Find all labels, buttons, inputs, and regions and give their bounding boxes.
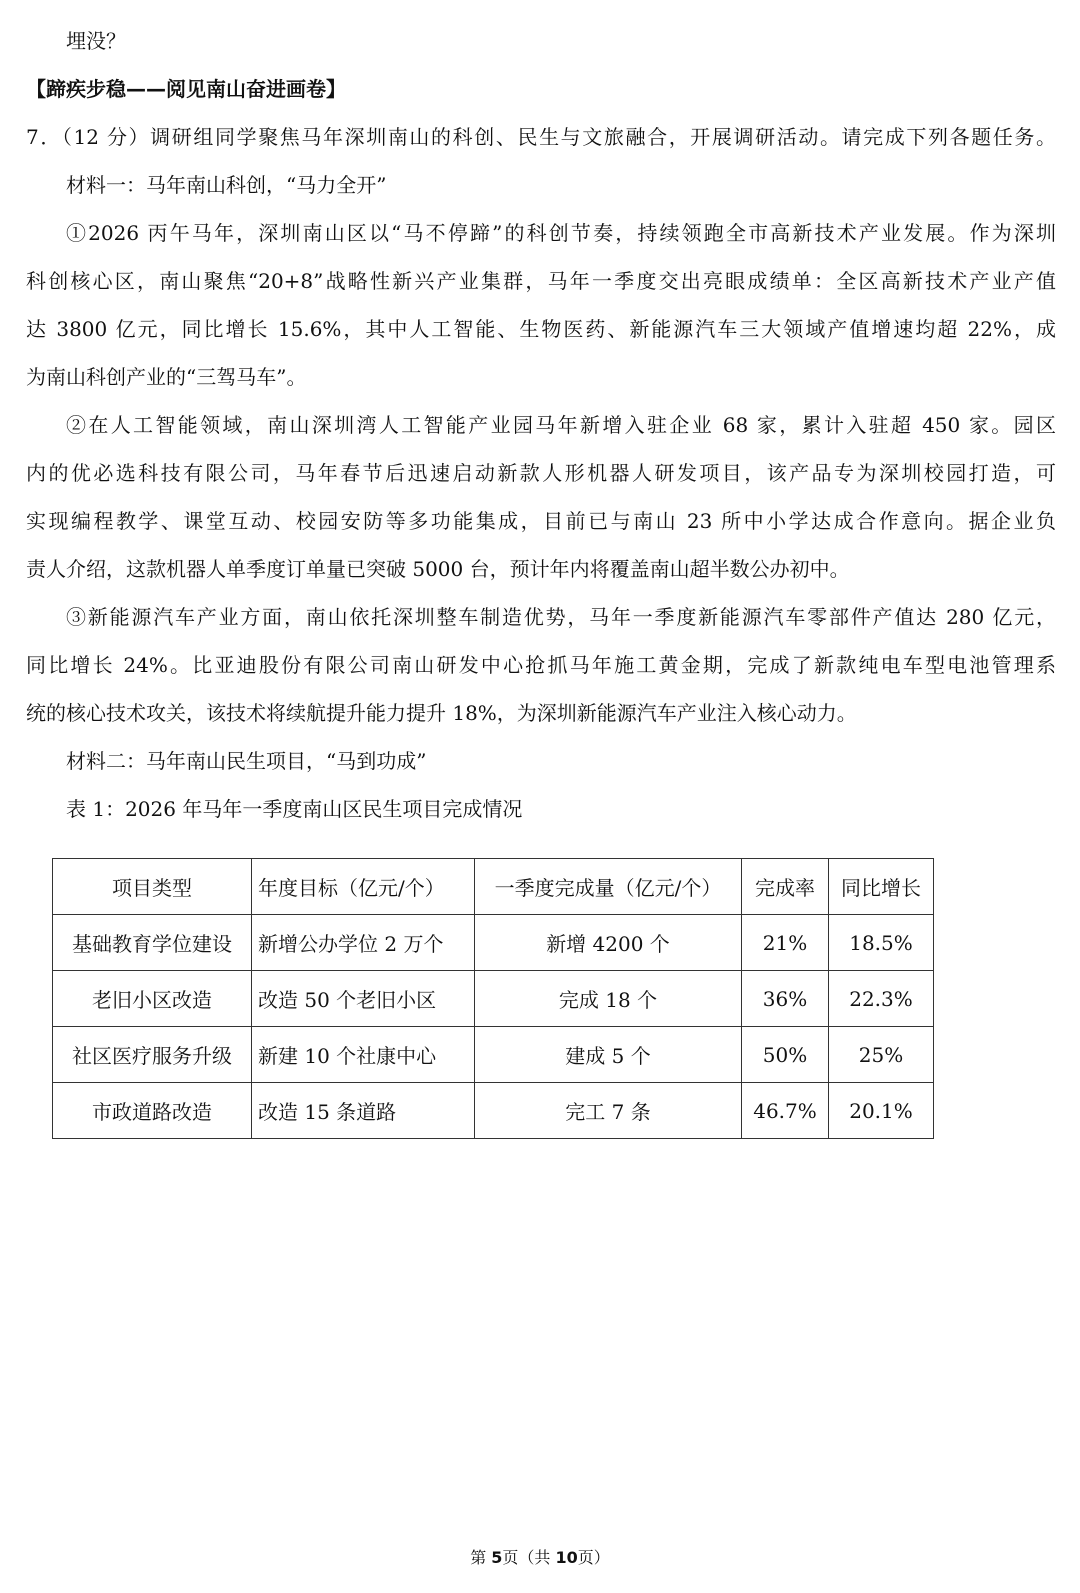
table-row	[53, 1027, 934, 1083]
header-yoy-growth: 同比增长	[829, 859, 934, 915]
question-stem: 7．（12 分）调研组同学聚焦马年深圳南山的科创、民生与文旅融合，开展调研活动。请完成下列各题任务。	[26, 125, 1056, 149]
paragraph-1-line-4: 为南山科创产业的“三驾马车”。	[26, 365, 307, 389]
cell-q1-completion: 新增 4200 个	[475, 915, 742, 971]
cell-q1-completion: 完成 18 个	[475, 971, 742, 1027]
text-line-continuation: 埋没？	[66, 29, 126, 53]
table-caption: 表 1：2026 年马年一季度南山区民生项目完成情况	[66, 797, 523, 821]
paragraph-3-line-1: ③新能源汽车产业方面，南山依托深圳整车制造优势，马年一季度新能源汽车零部件产值达 280 亿元，	[66, 605, 1056, 629]
header-project-type: 项目类型	[53, 859, 252, 915]
footer-middle: 页（共	[502, 1548, 556, 1567]
paragraph-2-line-3: 实现编程教学、课堂互动、校园安防等多功能集成，目前已与南山 23 所中小学达成合作意向。据企业负	[26, 509, 1056, 533]
cell-yoy-growth: 25%	[829, 1027, 934, 1083]
footer-total-pages: 10	[555, 1548, 578, 1567]
cell-project-type: 市政道路改造	[53, 1083, 252, 1139]
cell-yoy-growth: 20.1%	[829, 1083, 934, 1139]
cell-completion-rate: 50%	[742, 1027, 829, 1083]
cell-project-type: 社区医疗服务升级	[53, 1027, 252, 1083]
table-row	[53, 915, 934, 971]
footer-suffix: 页）	[577, 1548, 610, 1567]
cell-annual-target: 改造 15 条道路	[252, 1083, 475, 1139]
cell-yoy-growth: 18.5%	[829, 915, 934, 971]
footer-page-number: 5	[491, 1548, 503, 1567]
cell-completion-rate: 36%	[742, 971, 829, 1027]
cell-annual-target: 新增公办学位 2 万个	[252, 915, 475, 971]
material-one-title: 材料一：马年南山科创，“马力全开”	[66, 173, 387, 197]
cell-project-type: 基础教育学位建设	[53, 915, 252, 971]
cell-completion-rate: 21%	[742, 915, 829, 971]
cell-annual-target: 新建 10 个社康中心	[252, 1027, 475, 1083]
cell-q1-completion: 完工 7 条	[475, 1083, 742, 1139]
cell-q1-completion: 建成 5 个	[475, 1027, 742, 1083]
livelihood-projects-table	[52, 858, 934, 1139]
paragraph-3-line-2: 同比增长 24%。比亚迪股份有限公司南山研发中心抢抓马年施工黄金期，完成了新款纯电车型电池管理系	[26, 653, 1056, 677]
footer-prefix: 第	[470, 1548, 492, 1567]
material-two-title: 材料二：马年南山民生项目，“马到功成”	[66, 749, 427, 773]
paragraph-1-line-3: 达 3800 亿元，同比增长 15.6%，其中人工智能、生物医药、新能源汽车三大领域产值增速均超 22%，成	[26, 317, 1056, 341]
paragraph-2-line-4: 责人介绍，这款机器人单季度订单量已突破 5000 台，预计年内将覆盖南山超半数公办初中。	[26, 557, 850, 581]
paragraph-1-line-2: 科创核心区，南山聚焦“20+8”战略性新兴产业集群，马年一季度交出亮眼成绩单：全区高新技术产业产值	[26, 269, 1056, 293]
cell-project-type: 老旧小区改造	[53, 971, 252, 1027]
paragraph-1-line-1: ①2026 丙午马年，深圳南山区以“马不停蹄”的科创节奏，持续领跑全市高新技术产业发展。作为深圳	[66, 221, 1056, 245]
table-row	[53, 1083, 934, 1139]
page-footer	[0, 1546, 1080, 1570]
cell-yoy-growth: 22.3%	[829, 971, 934, 1027]
cell-annual-target: 改造 50 个老旧小区	[252, 971, 475, 1027]
header-annual-target: 年度目标（亿元/个）	[252, 859, 475, 915]
table-row	[53, 971, 934, 1027]
section-heading: 【蹄疾步稳——阅见南山奋进画卷】	[26, 77, 346, 101]
header-completion-rate: 完成率	[742, 859, 829, 915]
cell-completion-rate: 46.7%	[742, 1083, 829, 1139]
table-header-row	[53, 859, 934, 915]
paragraph-3-line-3: 统的核心技术攻关，该技术将续航提升能力提升 18%，为深圳新能源汽车产业注入核心动力。	[26, 701, 857, 725]
paragraph-2-line-1: ②在人工智能领域，南山深圳湾人工智能产业园马年新增入驻企业 68 家，累计入驻超 450 家。园区	[66, 413, 1056, 437]
paragraph-2-line-2: 内的优必选科技有限公司，马年春节后迅速启动新款人形机器人研发项目，该产品专为深圳校园打造，可	[26, 461, 1056, 485]
header-q1-completion: 一季度完成量（亿元/个）	[475, 859, 742, 915]
